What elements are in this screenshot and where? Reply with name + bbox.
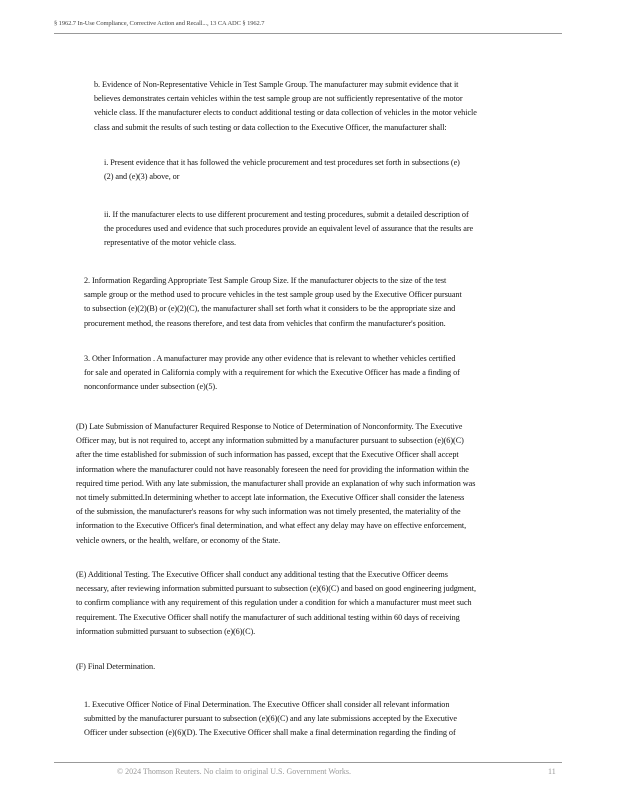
footer-copyright: © 2024 Thomson Reuters. No claim to original U.S. Government Works.: [117, 767, 352, 776]
paragraph-e-additional-testing: (E) Additional Testing. The Executive Officer shall conduct any additional testing that the Executive Officer deems necessary, after reviewing information submitted pursuant to subsection (e)(6)(C) and based on good engineering judgment, to confirm compliance with any requirement of this regulation under a condition for which a manufacturer must meet such requirement. The Executive Officer shall notify the manufacturer of such additional testing within 60 days of receiving information submitted pursuant to subsection (e)(6)(C).: [76, 570, 476, 636]
header-divider: [54, 33, 562, 34]
paragraph-f-1-notice: 1. Executive Officer Notice of Final Determination. The Executive Officer shall consider all relevant information submitted by the manufacturer pursuant to subsection (e)(6)(C) and any late submissions accepted by the Executive Officer under subsection (e)(6)(D). The Executive Officer shall make a final determination regarding the finding of: [84, 700, 457, 738]
page-number: 11: [548, 767, 556, 776]
paragraph-2-sample-size: 2. Information Regarding Appropriate Test Sample Group Size. If the manufacturer objects to the size of the test sample group or the method used to procure vehicles in the test sample group used by the Executive Officer pursuant to subsection (e)(2)(B) or (e)(2)(C), the manufacturer shall set forth what it considers to be the appropriate size and procurement method, the reasons therefore, and test data from vehicles that confirm the manufacturer's position.: [84, 276, 462, 328]
footer-divider: [54, 762, 562, 763]
paragraph-b-ii: ii. If the manufacturer elects to use different procurement and testing procedures, submit a detailed description of the procedures used and evidence that such procedures provide an equivalent level of assurance that the results are representative of the motor vehicle class.: [104, 210, 474, 248]
paragraph-d-late-submission: (D) Late Submission of Manufacturer Required Response to Notice of Determination of Nonconformity. The Executive Officer may, but is not required to, accept any information submitted by a manufacturer pursuant to subsection (e)(6)(C) after the time established for submission of such information has passed, except that the Executive Officer shall accept information where the manufacturer could not have reasonably foreseen the need for providing the information within the required time period. With any late submission, the manufacturer shall provide an explanation of why such information was not timely submitted.In determining whether to accept late information, the Executive Officer shall consider the lateness of the submission, the manufacturer's reasons for why such information was not timely presented, the materiality of the information to the Executive Officer's final determination, and what effect any delay may have on effective enforcement, vehicle owners, or the health, welfare, or economy of the State.: [76, 422, 476, 545]
paragraph-f-final-determination: (F) Final Determination.: [76, 662, 156, 671]
paragraph-b-evidence: b. Evidence of Non-Representative Vehicle in Test Sample Group. The manufacturer may submit evidence that it believes demonstrates certain vehicles within the test sample group are not sufficiently representative of the motor vehicle class. If the manufacturer elects to conduct additional testing or data collection of vehicles in the motor vehicle class and submit the results of such testing or data collection to the Executive Officer, the manufacturer shall:: [94, 80, 477, 132]
page-header: § 1962.7 In-Use Compliance, Corrective Action and Recall..., 13 CA ADC § 1962.7: [54, 20, 265, 27]
paragraph-b-i: i. Present evidence that it has followed the vehicle procurement and test procedures set forth in subsections (e) (2) and (e)(3) above, or: [104, 158, 460, 182]
paragraph-3-other-information: 3. Other Information . A manufacturer may provide any other evidence that is relevant to whether vehicles certified for sale and operated in California comply with a requirement for which the Executive Officer has made a finding of nonconformance under subsection (e)(5).: [84, 354, 460, 392]
